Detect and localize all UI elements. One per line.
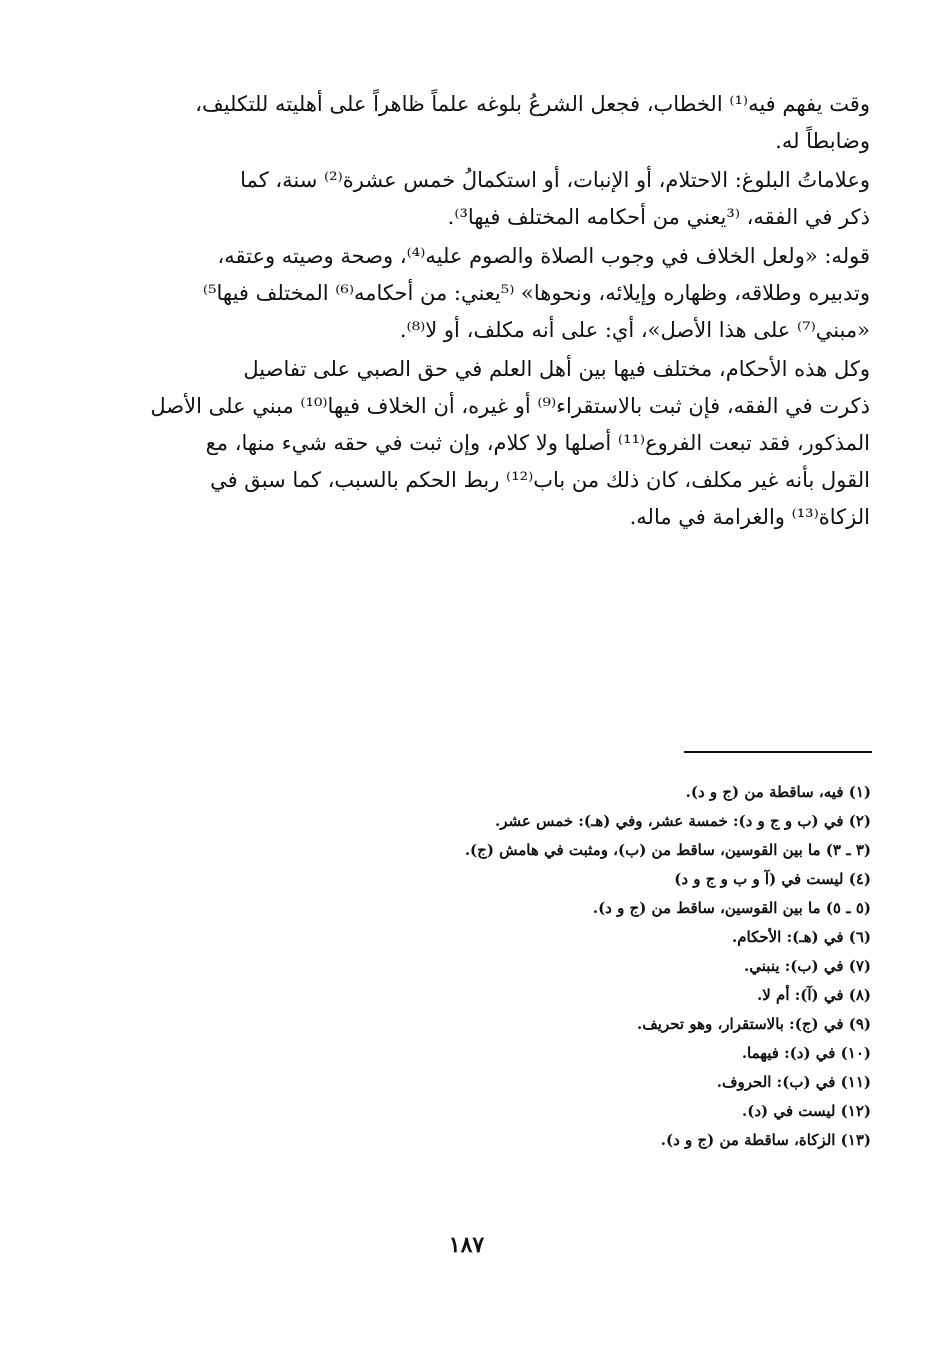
text-line: ذكر في الفقه، ⁽³يعني من أحكامه المختلف فيها³⁾.	[447, 205, 870, 229]
footnote: (٣ ـ ٣) ما بين القوسين، ساقط من (ب)، ومثبت في هامش (ج).	[464, 841, 871, 859]
text-line: المذكور، فقد تبعت الفروع⁽¹¹⁾ أصلها ولا كلام، وإن ثبت في حقه شيء منها، مع	[205, 431, 870, 455]
text-line: وكل هذه الأحكام، مختلف فيها بين أهل العلم في حق الصبي على تفاصيل	[243, 357, 870, 381]
footnotes	[311, 778, 871, 1155]
footnote: (٥ ـ ٥) ما بين القوسين، ساقط من (ج و د).	[592, 899, 871, 917]
footnote: (٧) في (ب): ينبني.	[744, 957, 871, 975]
footnote: (١٠) في (د): فيهما.	[741, 1044, 871, 1062]
text-line: وضابطاً له.	[775, 129, 870, 153]
footnote: (٢) في (ب و ج و د): خمسة عشر، وفي (هـ): خمس عشر.	[495, 812, 871, 830]
text-line: الزكاة⁽¹³⁾ والغرامة في ماله.	[629, 505, 870, 529]
footnote: (٦) في (هـ): الأحكام.	[731, 928, 871, 946]
footnote: (٤) ليست في (آ و ب و ج و د)	[674, 870, 871, 888]
footnote: (١١) في (ب): الحروف.	[716, 1073, 871, 1091]
footnote: (١) فيه، ساقطة من (ج و د).	[685, 783, 871, 801]
footnote: (١٣) الزكاة، ساقطة من (ج و د).	[660, 1131, 871, 1149]
paragraph-3	[142, 238, 870, 349]
text-line: ذكرت في الفقه، فإن ثبت بالاستقراء⁽⁹⁾ أو غيره، أن الخلاف فيها⁽¹⁰⁾ مبني على الأصل	[150, 394, 870, 418]
page-number: ١٨٧	[448, 1232, 485, 1258]
paragraph-2	[142, 162, 870, 236]
text-line: القول بأنه غير مكلف، كان ذلك من باب⁽¹²⁾ ربط الحكم بالسبب، كما سبق في	[210, 468, 870, 492]
footnote: (١٢) ليست في (د).	[742, 1102, 871, 1120]
text-line: «مبني⁽⁷⁾ على هذا الأصل»، أي: على أنه مكلف، أو لا⁽⁸⁾.	[399, 318, 870, 342]
text-line: وقت يفهم فيه⁽¹⁾ الخطاب، فجعل الشرعُ بلوغه علماً ظاهراً على أهليته للتكليف،	[195, 92, 870, 116]
paragraph-4	[142, 351, 870, 536]
main-text	[142, 86, 870, 536]
paragraph-1	[142, 86, 870, 160]
footnote: (٨) في (آ): أم لا.	[757, 986, 871, 1004]
text-line: وتدبيره وطلاقه، وظهاره وإيلائه، ونحوها» ⁽⁵يعني: من أحكامه⁽⁶⁾ المختلف فيها⁵⁾	[202, 281, 870, 305]
text-line: وعلاماتُ البلوغ: الاحتلام، أو الإنبات، أو استكمالُ خمس عشرة⁽²⁾ سنة، كما	[240, 168, 870, 192]
footnote: (٩) في (ج): بالاستقرار، وهو تحريف.	[637, 1015, 871, 1033]
footnote-divider	[684, 751, 872, 753]
text-line: قوله: «ولعل الخلاف في وجوب الصلاة والصوم عليه⁽⁴⁾، وصحة وصيته وعتقه،	[217, 244, 870, 268]
